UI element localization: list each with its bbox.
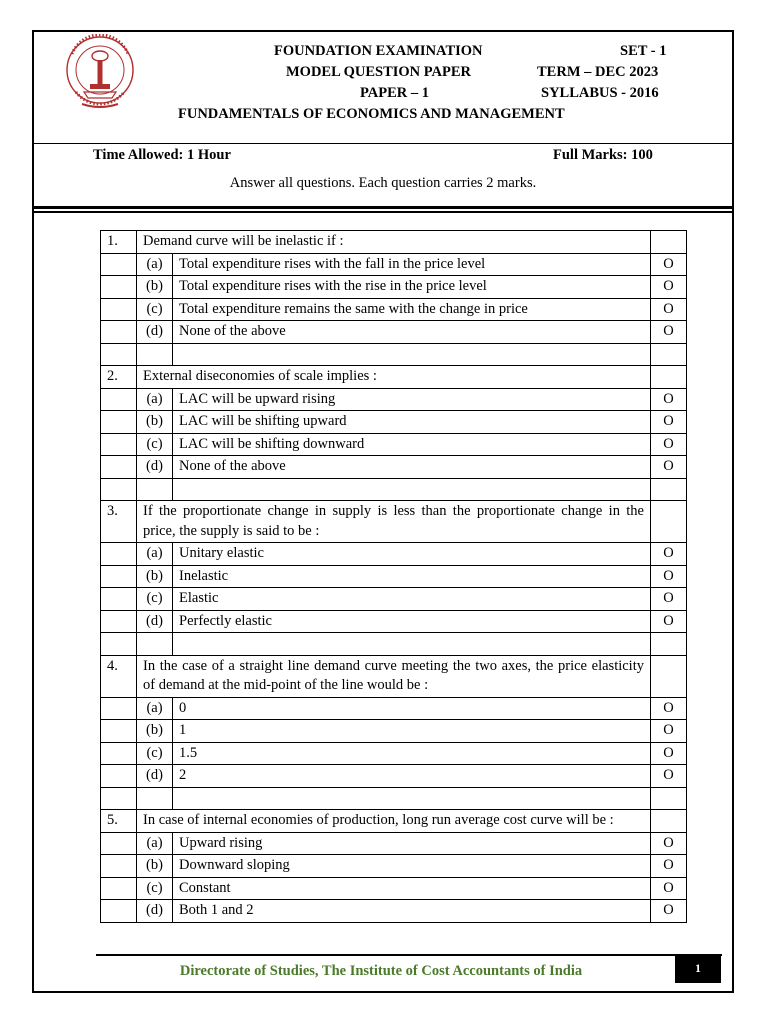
option-text: Unitary elastic (173, 543, 651, 566)
option-row (101, 298, 687, 321)
separator-row (101, 343, 687, 366)
option-radio[interactable]: O (651, 742, 687, 765)
option-label: (d) (137, 900, 173, 923)
option-radio[interactable]: O (651, 610, 687, 633)
question-text: In the case of a straight line demand curve meeting the two axes, the price elasticity of demand at the mid-point of the line would be : (137, 655, 651, 697)
option-row (101, 565, 687, 588)
question-text: External diseconomies of scale implies : (137, 366, 651, 389)
footer-rule (96, 954, 722, 956)
option-text: None of the above (173, 321, 651, 344)
option-row (101, 543, 687, 566)
paper-type: MODEL QUESTION PAPER (286, 64, 472, 80)
blank-cell (101, 633, 137, 656)
option-radio[interactable]: O (651, 900, 687, 923)
blank-cell (651, 787, 687, 810)
option-text: LAC will be upward rising (173, 388, 651, 411)
question-number: 5. (101, 810, 137, 833)
blank-cell (137, 633, 173, 656)
option-row (101, 765, 687, 788)
question-mark-cell (651, 655, 687, 697)
option-label: (a) (137, 253, 173, 276)
option-label: (d) (137, 321, 173, 344)
paper-number: PAPER – 1 (360, 85, 430, 101)
blank-cell (101, 478, 137, 501)
option-spacer (101, 610, 137, 633)
option-radio[interactable]: O (651, 588, 687, 611)
option-text: Total expenditure remains the same with the change in price (173, 298, 651, 321)
option-label: (a) (137, 832, 173, 855)
question-text: In case of internal economies of production, long run average cost curve will be : (137, 810, 651, 833)
option-spacer (101, 588, 137, 611)
question-row (101, 501, 687, 543)
option-text: Total expenditure rises with the fall in the price level (173, 253, 651, 276)
option-radio[interactable]: O (651, 697, 687, 720)
option-row (101, 456, 687, 479)
option-text: Total expenditure rises with the rise in the price level (173, 276, 651, 299)
option-radio[interactable]: O (651, 765, 687, 788)
option-text: LAC will be shifting upward (173, 411, 651, 434)
option-radio[interactable]: O (651, 832, 687, 855)
option-row (101, 855, 687, 878)
option-label: (c) (137, 742, 173, 765)
option-row (101, 321, 687, 344)
option-label: (c) (137, 588, 173, 611)
option-spacer (101, 765, 137, 788)
syllabus-label: SYLLABUS - 2016 (541, 85, 659, 101)
option-radio[interactable]: O (651, 456, 687, 479)
double-rule-top (32, 206, 734, 209)
option-spacer (101, 697, 137, 720)
option-row (101, 900, 687, 923)
option-spacer (101, 298, 137, 321)
blank-cell (101, 787, 137, 810)
option-label: (d) (137, 610, 173, 633)
set-label: SET - 1 (620, 43, 667, 59)
option-label: (c) (137, 298, 173, 321)
separator-row (101, 787, 687, 810)
option-text: Both 1 and 2 (173, 900, 651, 923)
separator-row (101, 478, 687, 501)
institute-logo (58, 34, 142, 110)
option-radio[interactable]: O (651, 411, 687, 434)
blank-cell (651, 478, 687, 501)
option-spacer (101, 900, 137, 923)
option-text: Inelastic (173, 565, 651, 588)
question-mark-cell (651, 810, 687, 833)
question-mark-cell (651, 501, 687, 543)
option-text: None of the above (173, 456, 651, 479)
blank-cell (173, 633, 651, 656)
option-label: (a) (137, 388, 173, 411)
option-radio[interactable]: O (651, 543, 687, 566)
option-spacer (101, 720, 137, 743)
option-text: 1.5 (173, 742, 651, 765)
question-number: 2. (101, 366, 137, 389)
option-spacer (101, 456, 137, 479)
subject-title: FUNDAMENTALS OF ECONOMICS AND MANAGEMENT (178, 106, 565, 122)
option-text: 1 (173, 720, 651, 743)
blank-cell (137, 343, 173, 366)
blank-cell (137, 787, 173, 810)
option-label: (c) (137, 877, 173, 900)
option-label: (b) (137, 720, 173, 743)
exam-title: FOUNDATION EXAMINATION (274, 43, 483, 59)
instruction-text: Answer all questions. Each question carries 2 marks. (229, 175, 537, 191)
option-text: 2 (173, 765, 651, 788)
option-text: 0 (173, 697, 651, 720)
blank-cell (101, 343, 137, 366)
blank-cell (173, 478, 651, 501)
option-radio[interactable]: O (651, 720, 687, 743)
option-radio[interactable]: O (651, 253, 687, 276)
option-spacer (101, 253, 137, 276)
full-marks: Full Marks: 100 (553, 147, 653, 163)
option-row (101, 276, 687, 299)
option-radio[interactable]: O (651, 276, 687, 299)
question-mark-cell (651, 366, 687, 389)
blank-cell (651, 633, 687, 656)
option-row (101, 697, 687, 720)
option-spacer (101, 433, 137, 456)
question-row (101, 366, 687, 389)
option-row (101, 253, 687, 276)
option-label: (a) (137, 697, 173, 720)
option-label: (d) (137, 765, 173, 788)
term-label: TERM – DEC 2023 (537, 64, 659, 80)
question-text: Demand curve will be inelastic if : (137, 231, 651, 254)
option-text: Perfectly elastic (173, 610, 651, 633)
option-label: (c) (137, 433, 173, 456)
option-radio[interactable]: O (651, 298, 687, 321)
option-text: Elastic (173, 588, 651, 611)
option-radio[interactable]: O (651, 433, 687, 456)
question-row (101, 231, 687, 254)
separator-row (101, 633, 687, 656)
time-allowed: Time Allowed: 1 Hour (93, 147, 231, 163)
blank-cell (173, 787, 651, 810)
question-number: 4. (101, 655, 137, 697)
question-number: 1. (101, 231, 137, 254)
option-spacer (101, 321, 137, 344)
question-table (100, 230, 687, 923)
footer-text: Directorate of Studies, The Institute of Cost Accountants of India (179, 963, 583, 979)
option-row (101, 720, 687, 743)
option-radio[interactable]: O (651, 877, 687, 900)
option-label: (b) (137, 276, 173, 299)
option-row (101, 877, 687, 900)
option-spacer (101, 832, 137, 855)
option-label: (b) (137, 565, 173, 588)
option-radio[interactable]: O (651, 321, 687, 344)
blank-cell (651, 343, 687, 366)
option-label: (b) (137, 411, 173, 434)
option-label: (a) (137, 543, 173, 566)
option-spacer (101, 388, 137, 411)
option-text: Upward rising (173, 832, 651, 855)
option-row (101, 388, 687, 411)
option-row (101, 610, 687, 633)
option-spacer (101, 411, 137, 434)
option-label: (d) (137, 456, 173, 479)
option-text: LAC will be shifting downward (173, 433, 651, 456)
option-row (101, 411, 687, 434)
option-spacer (101, 855, 137, 878)
option-radio[interactable]: O (651, 855, 687, 878)
option-radio[interactable]: O (651, 388, 687, 411)
option-label: (b) (137, 855, 173, 878)
option-spacer (101, 877, 137, 900)
page-number: 1 (675, 954, 721, 983)
blank-cell (173, 343, 651, 366)
double-rule-bottom (32, 211, 734, 213)
option-spacer (101, 565, 137, 588)
option-row (101, 433, 687, 456)
question-row (101, 810, 687, 833)
option-row (101, 742, 687, 765)
option-spacer (101, 543, 137, 566)
question-text: If the proportionate change in supply is less than the proportionate change in the price, the supply is said to be : (137, 501, 651, 543)
blank-cell (137, 478, 173, 501)
option-row (101, 588, 687, 611)
option-spacer (101, 276, 137, 299)
question-mark-cell (651, 231, 687, 254)
option-radio[interactable]: O (651, 565, 687, 588)
option-row (101, 832, 687, 855)
question-row (101, 655, 687, 697)
option-text: Downward sloping (173, 855, 651, 878)
option-spacer (101, 742, 137, 765)
question-number: 3. (101, 501, 137, 543)
option-text: Constant (173, 877, 651, 900)
